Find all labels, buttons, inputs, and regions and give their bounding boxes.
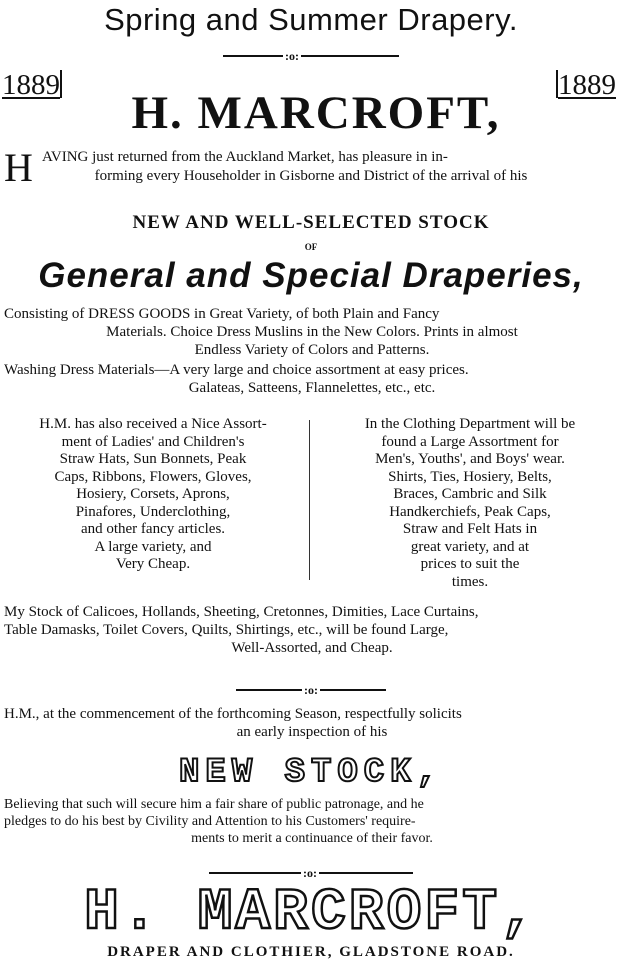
draperies-heading: General and Special Draperies, [38,256,584,295]
washing-line-1: Washing Dress Materials—A very large and choice assortment at easy prices. [4,362,469,378]
left-column [4,416,302,574]
left-column-line: Hosiery, Corsets, Aprons, [76,486,230,502]
separator-mark: :o: [303,865,317,880]
right-column-line: Braces, Cambric and Silk [393,486,547,502]
stock-heading: NEW AND WELL-SELECTED STOCK [132,212,490,233]
consisting-line-3: Endless Variety of Colors and Patterns. [194,342,430,358]
right-column-line: Men's, Youths', and Boys' wear. [375,451,565,467]
left-column-line: Caps, Ribbons, Flowers, Gloves, [54,468,252,485]
separator-mark: :o: [285,48,299,63]
left-column-line: H.M. has also received a Nice Assort- [39,416,267,432]
separator-rule [0,49,622,63]
right-column-line: times. [451,573,489,590]
calicoes-line-2: Table Damasks, Toilet Covers, Quilts, Shirtings, etc., will be found Large, [4,622,449,638]
rule-bar [320,689,386,691]
right-column-line: found a Large Assortment for [381,433,559,450]
season-line-2: an early inspection of his [236,724,388,740]
believing-line-1: Believing that such will secure him a fair share of public patronage, and he [4,797,424,812]
season-line-1: H.M., at the commencement of the forthcoming Season, respectfully solicits [4,706,462,722]
of-word: OF [304,242,318,252]
advertiser-name: H. MARCROFT, [131,87,501,139]
calicoes-line-3: Well-Assorted, and Cheap. [231,640,393,656]
rule-bar [209,872,301,874]
right-column-line: Handkerchiefs, Peak Caps, [389,503,551,520]
believing-line-2: pledges to do his best by Civility and Attention to his Customers' require- [4,814,416,829]
left-column-line: A large variety, and [94,538,212,555]
left-column-line: Very Cheap. [115,556,191,572]
year-right [556,70,616,100]
rule-bar [319,872,413,874]
year-right-text: 1889 [558,69,616,101]
new-stock-heading: NEW STOCK, [178,754,444,792]
right-column-line: Straw and Felt Hats in [402,521,538,537]
calicoes-line-1: My Stock of Calicoes, Hollands, Sheeting, Cretonnes, Dimities, Lace Curtains, [4,604,479,620]
footer-address: DRAPER AND CLOTHIER, GLADSTONE ROAD. [107,944,515,960]
right-column [318,416,622,591]
left-column-line: ment of Ladies' and Children's [61,433,245,450]
dropcap: H [4,145,33,190]
separator-mark: :o: [304,682,318,697]
rule-bar [236,689,302,691]
year-left [2,70,62,100]
right-column-line: great variety, and at [410,538,530,555]
left-column-line: Straw Hats, Sun Bonnets, Peak [59,451,247,467]
rule-bar [223,55,283,57]
year-bar [60,70,62,98]
rule-bar [301,55,399,57]
left-column-line: and other fancy articles. [80,521,226,537]
separator-rule [0,683,622,697]
right-column-line: Shirts, Ties, Hosiery, Belts, [388,468,552,485]
signature-name: H. MARCROFT, [84,881,538,946]
consisting-line-2: Materials. Choice Dress Muslins in the New Colors. Prints in almost [106,324,518,340]
right-column-line: In the Clothing Department will be [364,416,576,432]
column-divider [309,420,310,580]
left-column-line: Pinafores, Underclothing, [75,503,231,520]
believing-line-3: ments to merit a continuance of their favor. [191,831,433,846]
washing-line-2: Galateas, Satteens, Flannelettes, etc., etc. [188,380,436,396]
year-left-text: 1889 [2,69,60,101]
headline: Spring and Summer Drapery. [104,2,518,37]
right-column-line: prices to suit the [420,556,520,572]
separator-rule [0,866,622,880]
two-column-section [4,416,620,590]
intro-line-1: AVING just returned from the Auckland Market, has pleasure in in- [42,149,448,165]
consisting-line-1: Consisting of DRESS GOODS in Great Variety, of both Plain and Fancy [4,306,440,322]
intro-line-2: forming every Householder in Gisborne and District of the arrival of his [94,168,528,184]
